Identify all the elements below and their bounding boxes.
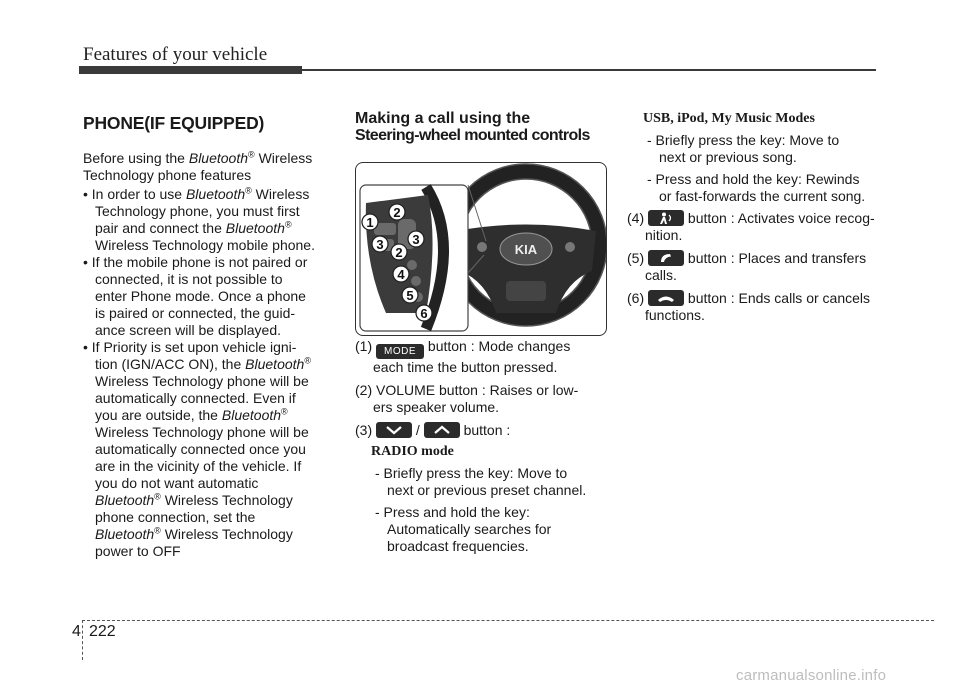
left-column [83,150,334,560]
control-inset [360,185,468,331]
footer-divider [82,620,83,660]
seek-up-icon [424,422,460,438]
intro-paragraph: Before using the Bluetooth® Wireless Technology phone features [83,149,313,183]
mode-button-icon: MODE [376,344,424,359]
steering-wheel-diagram [355,162,607,336]
voice-recognition-icon [648,210,684,226]
radio-mode-heading: RADIO mode [371,444,454,459]
callout-6 [415,304,433,327]
svg-text:KIA: KIA [514,242,538,257]
bullet-pair-connect: • In order to use Bluetooth® Wireless Technology phone, you must first pair and connect the Bluetooth® Wireless Technology mobile phone. [83,185,315,253]
section-heading-phone: PHONE(IF EQUIPPED) [83,113,265,133]
item-call-button: (5) button : Places and transfers calls. [627,250,867,283]
usb-press-hold: - Press and hold the key: Rewinds or fast-forwards the current song. [647,171,866,204]
phone-call-icon [648,250,684,266]
radio-press-hold: - Press and hold the key: Automatically searches for broadcast frequencies. [375,504,552,554]
seek-down-icon [376,422,412,438]
callout-1 [361,213,379,236]
item-voice-button: (4) button : Activates voice recog- nition. [627,210,875,243]
radio-brief-press: - Briefly press the key: Move to next or previous preset channel. [375,465,587,498]
middle-column [355,338,604,560]
chapter-number: 4 [72,623,81,640]
item-mode-button: (1) MODE button : Mode changes each time the button pressed. [355,338,571,375]
item-volume-button: (2) VOLUME button : Raises or low- ers speaker volume. [355,382,579,415]
watermark: carmanualsonline.info [736,667,887,684]
right-column [627,110,878,330]
item-end-call-button: (6) button : Ends calls or cancels functions. [627,290,871,323]
section-subheading-steering: Steering-wheel mounted controls [355,127,590,144]
page-number: 222 [89,623,116,640]
header-bar [79,66,302,74]
footer-rule [82,620,934,621]
bullet-priority: • If Priority is set upon vehicle igni- tion (IGN/ACC ON), the Bluetooth® Wireless Technology phone will be automatically connected. Even if you are outside, the Bluetooth® Wireless Technology phone will be automatically connected once you are in the vicinity of the vehicle. If you do not want automatic Bluetooth® Wireless Technology phone connection, set the Bluetooth® Wireless Technology power to OFF [83,339,311,559]
svg-text:4: 4 [397,267,405,282]
svg-text:3: 3 [376,237,384,252]
item-seek-buttons: (3) / button : [355,422,511,438]
bullet-not-paired: • If the mobile phone is not paired or connected, it is not possible to enter Phone mode. Once a phone is paired or connected, the guid- ance screen will be displayed. [83,254,308,338]
callout-2a [388,203,406,226]
svg-text:6: 6 [420,306,428,321]
svg-text:2: 2 [393,205,401,220]
svg-text:5: 5 [406,288,414,303]
section-heading-making-call: Making a call using the [355,110,531,127]
svg-text:2: 2 [395,245,403,260]
callout-2b [390,243,408,266]
phone-end-icon [648,290,684,306]
callout-4 [392,265,410,288]
svg-text:1: 1 [366,215,374,230]
header-rule [302,69,876,71]
callout-3a [371,235,389,258]
svg-text:3: 3 [412,232,420,247]
usb-mode-heading: USB, iPod, My Music Modes [643,111,815,126]
callout-3b [407,230,425,253]
usb-brief-press: - Briefly press the key: Move to next or previous song. [647,132,840,165]
page-header-title: Features of your vehicle [83,44,268,65]
